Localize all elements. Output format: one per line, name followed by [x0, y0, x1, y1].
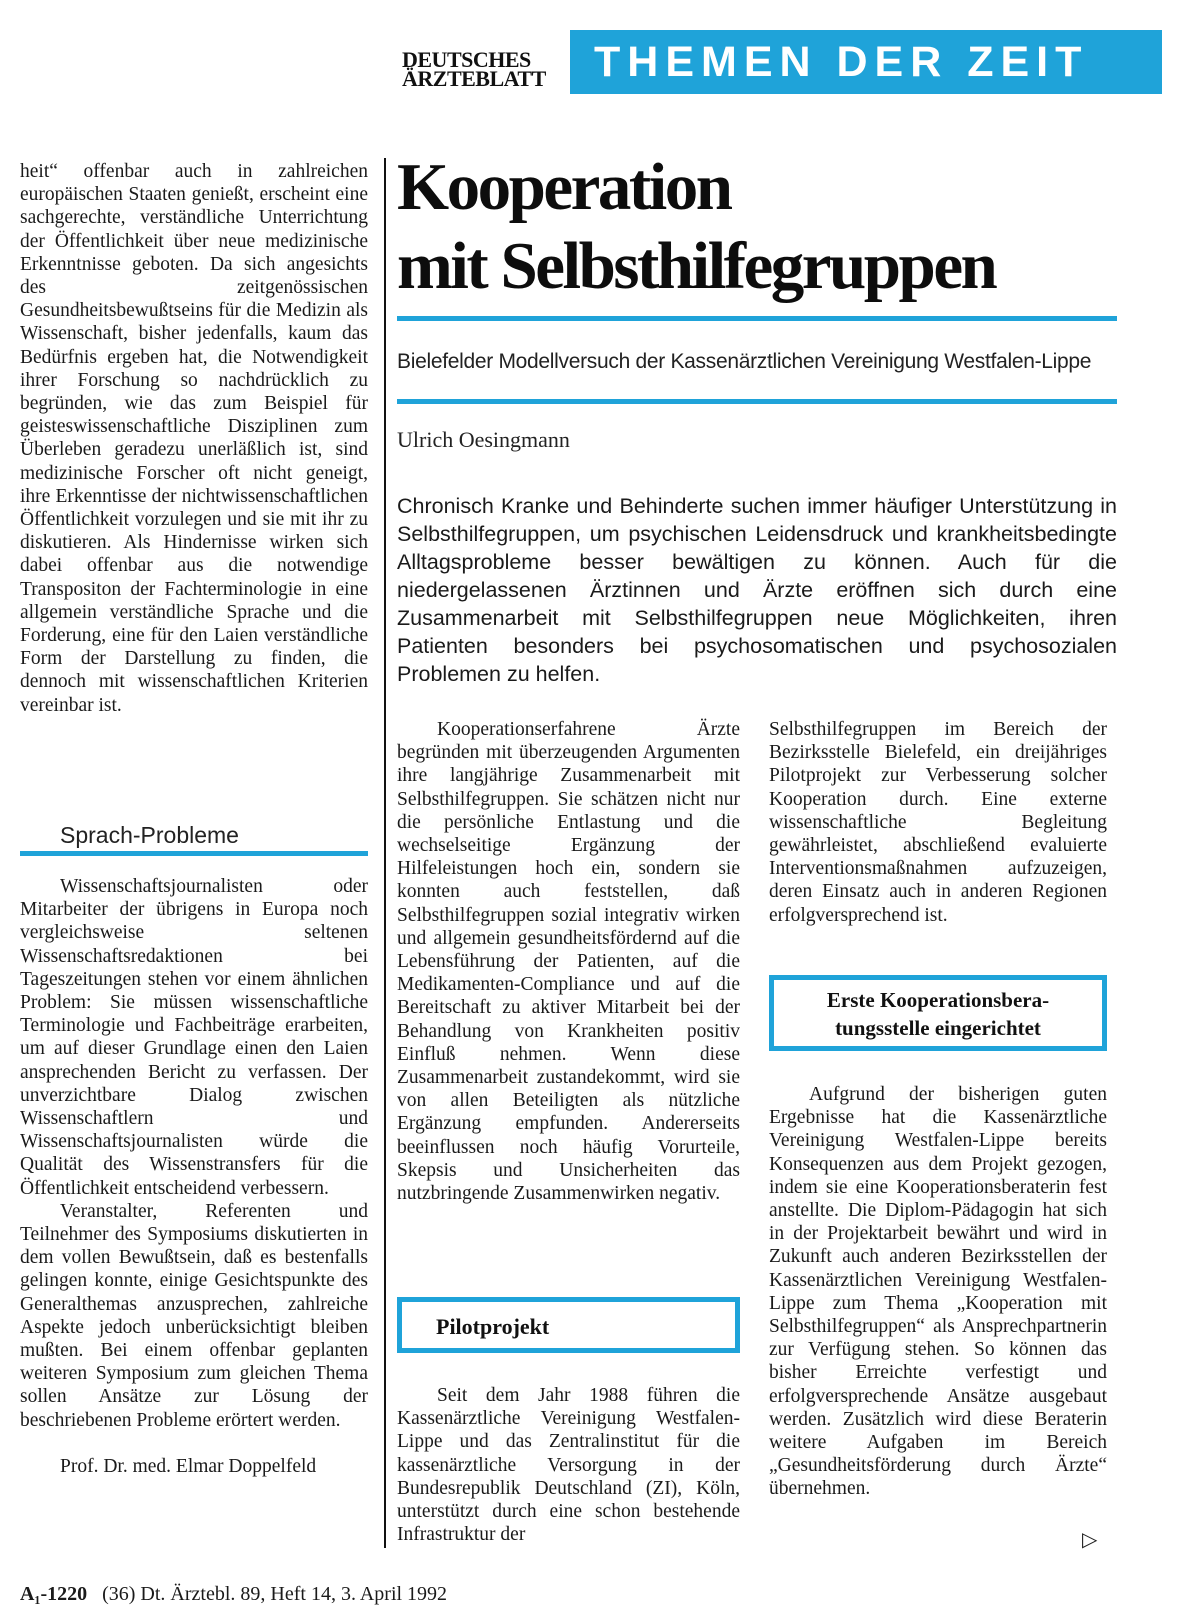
pilotprojekt-body	[397, 1384, 740, 1546]
issue-info: (36) Dt. Ärztebl. 89, Heft 14, 3. April 1992	[102, 1583, 448, 1605]
article-author: Ulrich Oesingmann	[397, 427, 570, 452]
title-rule	[397, 316, 1117, 321]
wordmark-line2: ÄRZTEBLATT	[402, 66, 546, 91]
article-subtitle: Bielefelder Modellversuch der Kassenärztlichen Vereinigung Westfalen-Lippe	[397, 350, 1092, 373]
subtitle-rule	[397, 399, 1117, 404]
article-lead: Chronisch Kranke und Behinderte suchen immer häufiger Unterstützung in Selbsthilfegruppen, um psychischen Leidensdruck und krankheitsbedingte Alltagsprobleme besser bewältigen zu können. Auch für die niedergelassenen Ärztinnen und Ärzte eröffnen sich durch eine Zusammenarbeit mit Selbsthilfegruppen neue Möglichkeiten, ihren Patienten besonders bei psychosomatischen und psychosozialen Problemen zu helfen.	[397, 494, 1117, 686]
sprach-probleme-paragraph: Wissenschaftsjournalisten oder Mitarbeiter der übrigens in Europa noch vergleichsweise seltenen Wissenschaftsredaktionen bei Tageszeitungen stehen vor einem ähnlichen Problem: Sie müssen wissenschaftliche Terminologie und Fachbeiträge erarbeiten, um auf dieser Grundlage einen den Laien ansprechenden Bericht zu verfassen. Der unverzichtbare Dialog zwischen Wissenschaftlern und Wissenschaftsjournalisten würde die Qualität des Wissenstransfers für die Öffentlichkeit entscheidend verbessern.	[20, 876, 368, 1199]
section-banner	[570, 30, 1162, 94]
article-title	[397, 148, 1117, 306]
article-column-middle	[397, 718, 740, 1205]
wordmark-line1: DEUTSCHES	[402, 47, 531, 72]
article-paragraph: Selbsthilfegruppen im Bereich der Bezirksstelle Bielefeld, ein dreijähriges Pilotprojekt zur Verbesserung solcher Kooperation durch. Eine externe wissenschaftliche Begleitung gewährleistet, abschließend evaluierte Interventionsmaßnahmen aufzuzeigen, deren Einsatz auch in anderen Regionen erfolgversprechend ist.	[769, 719, 1107, 926]
article-paragraph: Aufgrund der bisherigen guten Ergebnisse hat die Kassenärztliche Vereinigung Westfalen-Lippe bereits Konsequenzen aus dem Projekt gezogen, indem sie eine Kooperationsberaterin fest anstellte. Die Diplom-Pädagogin hat sich in der Projektarbeit bewährt und wird in Zukunft auch anderen Bezirksstellen der Kassenärztlichen Vereinigung Westfalen-Lippe zum Thema „Kooperation mit Selbsthilfegruppen“ als Ansprechpartnerin zur Verfügung stehen. So können das bisher Erreichte verfestigt und erfolgversprechende Ansätze ausgebaut werden. Zusätzlich wird diese Beraterin weitere Aufgaben im Bereich „Gesundheitsförderung durch Ärzte“ übernehmen.	[769, 1084, 1107, 1500]
article-title-line2: mit Selbsthilfegruppen	[397, 229, 996, 303]
page-footer	[20, 1583, 447, 1606]
article-paragraph: Seit dem Jahr 1988 führen die Kassenärztliche Vereinigung Westfalen-Lippe und das Zentralinstitut für die kassenärztliche Versorgung in der Bundesrepublik Deutschland (ZI), Köln, unterstützt durch eine schon bestehende Infrastruktur der	[397, 1385, 740, 1546]
continue-arrow-icon: ▷	[1082, 1529, 1098, 1551]
article-title-line1: Kooperation	[397, 150, 731, 224]
article-paragraph: Kooperationserfahrene Ärzte begründen mit überzeugenden Argumenten ihre langjährige Zusammenarbeit mit Selbsthilfegruppen. Sie schätzen nicht nur die persönliche Entlastung und die wechselseitige Ergänzung der Hilfeleistungen hoch ein, sondern sie konnten auch feststellen, daß Selbsthilfegruppen sozial integrativ wirken und allgemein gesundheitsfördernd auf die Lebensführung der Patienten, auf die Medikamenten-Compliance und auf die Bereitschaft zu aktiver Mitarbeit bei der Behandlung von Krankheiten positiv Einfluß nehmen. Wenn diese Zusammenarbeit zustandekommt, wird sie von allen Beteiligten als nützliche Ergänzung empfunden. Andererseits beeinflussen noch häufig Vorurteile, Skepsis und Unsicherheiten das nutzbringende Zusammenwirken negativ.	[397, 719, 740, 1205]
sprach-probleme-paragraph: Veranstalter, Referenten und Teilnehmer des Symposiums diskutierten in dem vollen Bewußtsein, daß es bestenfalls gelingen konnte, einige Gesichtspunkte des Generalthemas anzusprechen, zahlreiche Aspekte jedoch unberücksichtigt bleiben mußten. Bei einem offenbar geplanten weiteren Symposium zum gleichen Thema sollen Ansätze zur Lösung der beschriebenen Probleme erörtert werden.	[20, 1200, 368, 1431]
heading-line1: Erste Kooperationsbera-	[826, 988, 1050, 1012]
column-divider	[384, 158, 386, 1548]
section-heading-sprach-probleme: Sprach-Probleme	[60, 822, 239, 848]
kooperationsberatung-body	[769, 1083, 1107, 1501]
heading-line2: tungsstelle eingerichtet	[835, 1016, 1041, 1040]
section-heading-kooperationsberatungsstelle	[769, 975, 1107, 1051]
masthead-wordmark	[402, 47, 562, 91]
sprach-probleme-body	[20, 875, 368, 1478]
section-banner-label: THEMEN DER ZEIT	[594, 38, 1089, 86]
section-heading-pilotprojekt: Pilotprojekt	[397, 1297, 740, 1353]
article-column-right	[769, 718, 1107, 927]
author-signature: Prof. Dr. med. Elmar Doppelfeld	[60, 1455, 317, 1477]
section-heading-rule	[20, 851, 368, 856]
previous-article-paragraph: heit“ offenbar auch in zahlreichen europäischen Staaten genießt, erscheint eine sachgerechte, verständliche Unterrichtung der Öffentlichkeit über neue medizinische Erkenntnisse geboten. Da sich angesichts des zeitgenössischen Gesundheitsbewußtseins für die Medizin als Wissenschaft, bisher jedenfalls, kaum das Bedürfnis ergeben hat, die Notwendigkeit ihrer Forschung so nachdrücklich zu begründen, wie das zum Beispiel für geisteswissenschaftliche Disziplinen zum Überleben geradezu unerläßlich ist, sind medizinische Forscher oft nicht geneigt, ihre Erkenntisse der nichtwissenschaftlichen Öffentlichkeit vorzulegen und sie mit ihr zu diskutieren. Als Hindernisse wirken sich dabei offenbar aus die notwendige Transpositon der Fachterminologie in eine allgemein verständliche Sprache und die Forderung, eine für den Laien verständliche Form der Darstellung zu finden, die dennoch mit wissenschaftlichen Kriterien vereinbar ist.	[20, 161, 368, 716]
page-reference: A₁-1220	[20, 1583, 88, 1605]
previous-article-column	[20, 160, 368, 717]
